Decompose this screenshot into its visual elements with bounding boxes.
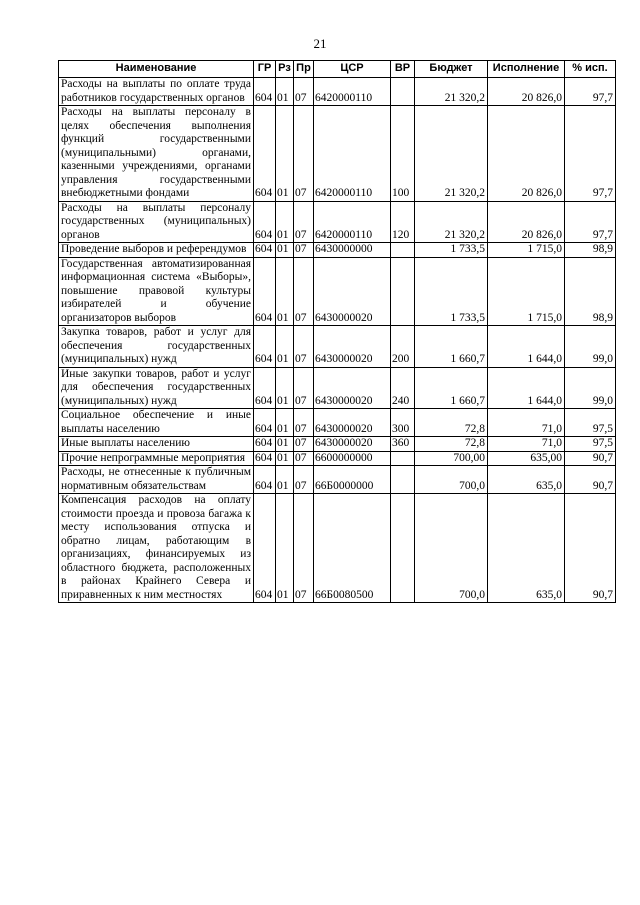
cell-pr: 07 <box>294 106 314 202</box>
cell-pr: 07 <box>294 409 314 437</box>
table-row <box>59 201 616 243</box>
table-row <box>59 437 616 452</box>
cell-percent: 97,7 <box>565 201 616 243</box>
cell-percent: 97,5 <box>565 409 616 437</box>
cell-csr: 6420000110 <box>314 78 391 106</box>
cell-vr <box>391 78 415 106</box>
header-percent: % исп. <box>565 61 616 78</box>
cell-pr: 07 <box>294 326 314 368</box>
cell-percent: 90,7 <box>565 451 616 466</box>
cell-gr: 604 <box>254 243 276 258</box>
header-vr: ВР <box>391 61 415 78</box>
cell-budget: 700,0 <box>415 494 488 603</box>
table-row <box>59 494 616 603</box>
cell-csr: 66Б0000000 <box>314 466 391 494</box>
cell-budget: 700,0 <box>415 466 488 494</box>
header-rz: Рз <box>276 61 294 78</box>
cell-name: Иные закупки товаров, работ и услуг для обеспечения государственных (муниципальных) нужд <box>59 367 254 409</box>
cell-rz: 01 <box>276 243 294 258</box>
cell-gr: 604 <box>254 451 276 466</box>
cell-percent: 99,0 <box>565 367 616 409</box>
cell-csr: 6420000110 <box>314 201 391 243</box>
cell-gr: 604 <box>254 437 276 452</box>
cell-name: Проведение выборов и референдумов <box>59 243 254 258</box>
table-row <box>59 367 616 409</box>
cell-vr: 200 <box>391 326 415 368</box>
cell-pr: 07 <box>294 466 314 494</box>
cell-csr: 6600000000 <box>314 451 391 466</box>
cell-rz: 01 <box>276 437 294 452</box>
cell-rz: 01 <box>276 367 294 409</box>
cell-execution: 635,0 <box>488 466 565 494</box>
cell-rz: 01 <box>276 494 294 603</box>
cell-budget: 700,00 <box>415 451 488 466</box>
budget-table <box>58 60 616 603</box>
cell-percent: 97,7 <box>565 78 616 106</box>
cell-name: Расходы, не отнесенные к публичным нормативным обязательствам <box>59 466 254 494</box>
cell-execution: 635,00 <box>488 451 565 466</box>
cell-rz: 01 <box>276 466 294 494</box>
cell-percent: 90,7 <box>565 466 616 494</box>
cell-pr: 07 <box>294 494 314 603</box>
cell-execution: 635,0 <box>488 494 565 603</box>
cell-pr: 07 <box>294 437 314 452</box>
header-row <box>59 61 616 78</box>
header-budget: Бюджет <box>415 61 488 78</box>
cell-budget: 1 660,7 <box>415 367 488 409</box>
cell-pr: 07 <box>294 201 314 243</box>
cell-budget: 1 733,5 <box>415 243 488 258</box>
cell-execution: 20 826,0 <box>488 78 565 106</box>
cell-gr: 604 <box>254 494 276 603</box>
cell-name: Расходы на выплаты персоналу государственных (муниципальных) органов <box>59 201 254 243</box>
cell-csr: 66Б0080500 <box>314 494 391 603</box>
cell-execution: 1 644,0 <box>488 367 565 409</box>
cell-name: Расходы на выплаты персоналу в целях обеспечения выполнения функций государственными (муниципальными) органами, казенными учреждениями, органами управления государственными внебюджетными фондами <box>59 106 254 202</box>
cell-rz: 01 <box>276 106 294 202</box>
cell-pr: 07 <box>294 243 314 258</box>
header-gr: ГР <box>254 61 276 78</box>
cell-execution: 20 826,0 <box>488 106 565 202</box>
page-number: 21 <box>313 36 327 51</box>
cell-percent: 97,5 <box>565 437 616 452</box>
cell-rz: 01 <box>276 326 294 368</box>
cell-gr: 604 <box>254 466 276 494</box>
header-pr: Пр <box>294 61 314 78</box>
cell-csr: 6430000000 <box>314 243 391 258</box>
cell-execution: 20 826,0 <box>488 201 565 243</box>
cell-budget: 21 320,2 <box>415 201 488 243</box>
cell-budget: 72,8 <box>415 437 488 452</box>
table-body <box>59 78 616 603</box>
cell-name: Государственная автоматизированная информационная система «Выборы», повышение правовой культуры избирателей и обучение организаторов выборов <box>59 257 254 326</box>
table-row <box>59 326 616 368</box>
cell-budget: 1 660,7 <box>415 326 488 368</box>
cell-vr <box>391 466 415 494</box>
cell-vr <box>391 451 415 466</box>
cell-name: Прочие непрограммные мероприятия <box>59 451 254 466</box>
cell-vr <box>391 243 415 258</box>
cell-csr: 6430000020 <box>314 257 391 326</box>
table-row <box>59 257 616 326</box>
cell-budget: 72,8 <box>415 409 488 437</box>
cell-execution: 1 644,0 <box>488 326 565 368</box>
cell-gr: 604 <box>254 78 276 106</box>
cell-csr: 6430000020 <box>314 409 391 437</box>
cell-budget: 21 320,2 <box>415 78 488 106</box>
cell-rz: 01 <box>276 78 294 106</box>
cell-pr: 07 <box>294 257 314 326</box>
cell-vr: 100 <box>391 106 415 202</box>
table-row <box>59 243 616 258</box>
cell-budget: 1 733,5 <box>415 257 488 326</box>
header-name: Наименование <box>59 61 254 78</box>
cell-vr: 360 <box>391 437 415 452</box>
cell-csr: 6430000020 <box>314 367 391 409</box>
cell-gr: 604 <box>254 201 276 243</box>
cell-vr: 240 <box>391 367 415 409</box>
cell-execution: 71,0 <box>488 409 565 437</box>
cell-vr: 300 <box>391 409 415 437</box>
cell-csr: 6420000110 <box>314 106 391 202</box>
cell-name: Компенсация расходов на оплату стоимости проезда и провоза багажа к месту использования отпуска и обратно лицам, работающим в организациях, финансируемых из областного бюджета, расположенных в районах Крайнего Севера и приравненных к ним местностях <box>59 494 254 603</box>
cell-vr <box>391 494 415 603</box>
cell-execution: 1 715,0 <box>488 257 565 326</box>
cell-pr: 07 <box>294 78 314 106</box>
cell-name: Расходы на выплаты по оплате труда работников государственных органов <box>59 78 254 106</box>
cell-vr <box>391 257 415 326</box>
cell-csr: 6430000020 <box>314 326 391 368</box>
cell-rz: 01 <box>276 409 294 437</box>
cell-name: Социальное обеспечение и иные выплаты населению <box>59 409 254 437</box>
cell-execution: 71,0 <box>488 437 565 452</box>
cell-rz: 01 <box>276 201 294 243</box>
table-row <box>59 451 616 466</box>
cell-gr: 604 <box>254 367 276 409</box>
table-row <box>59 466 616 494</box>
cell-percent: 97,7 <box>565 106 616 202</box>
cell-gr: 604 <box>254 257 276 326</box>
cell-percent: 99,0 <box>565 326 616 368</box>
cell-percent: 98,9 <box>565 243 616 258</box>
table-row <box>59 106 616 202</box>
cell-csr: 6430000020 <box>314 437 391 452</box>
cell-gr: 604 <box>254 409 276 437</box>
cell-percent: 90,7 <box>565 494 616 603</box>
cell-pr: 07 <box>294 451 314 466</box>
cell-execution: 1 715,0 <box>488 243 565 258</box>
cell-percent: 98,9 <box>565 257 616 326</box>
header-execution: Исполнение <box>488 61 565 78</box>
header-csr: ЦСР <box>314 61 391 78</box>
cell-vr: 120 <box>391 201 415 243</box>
cell-name: Иные выплаты населению <box>59 437 254 452</box>
cell-gr: 604 <box>254 106 276 202</box>
cell-rz: 01 <box>276 451 294 466</box>
cell-gr: 604 <box>254 326 276 368</box>
cell-rz: 01 <box>276 257 294 326</box>
table-row <box>59 409 616 437</box>
table-row <box>59 78 616 106</box>
cell-budget: 21 320,2 <box>415 106 488 202</box>
cell-pr: 07 <box>294 367 314 409</box>
cell-name: Закупка товаров, работ и услуг для обеспечения государственных (муниципальных) нужд <box>59 326 254 368</box>
